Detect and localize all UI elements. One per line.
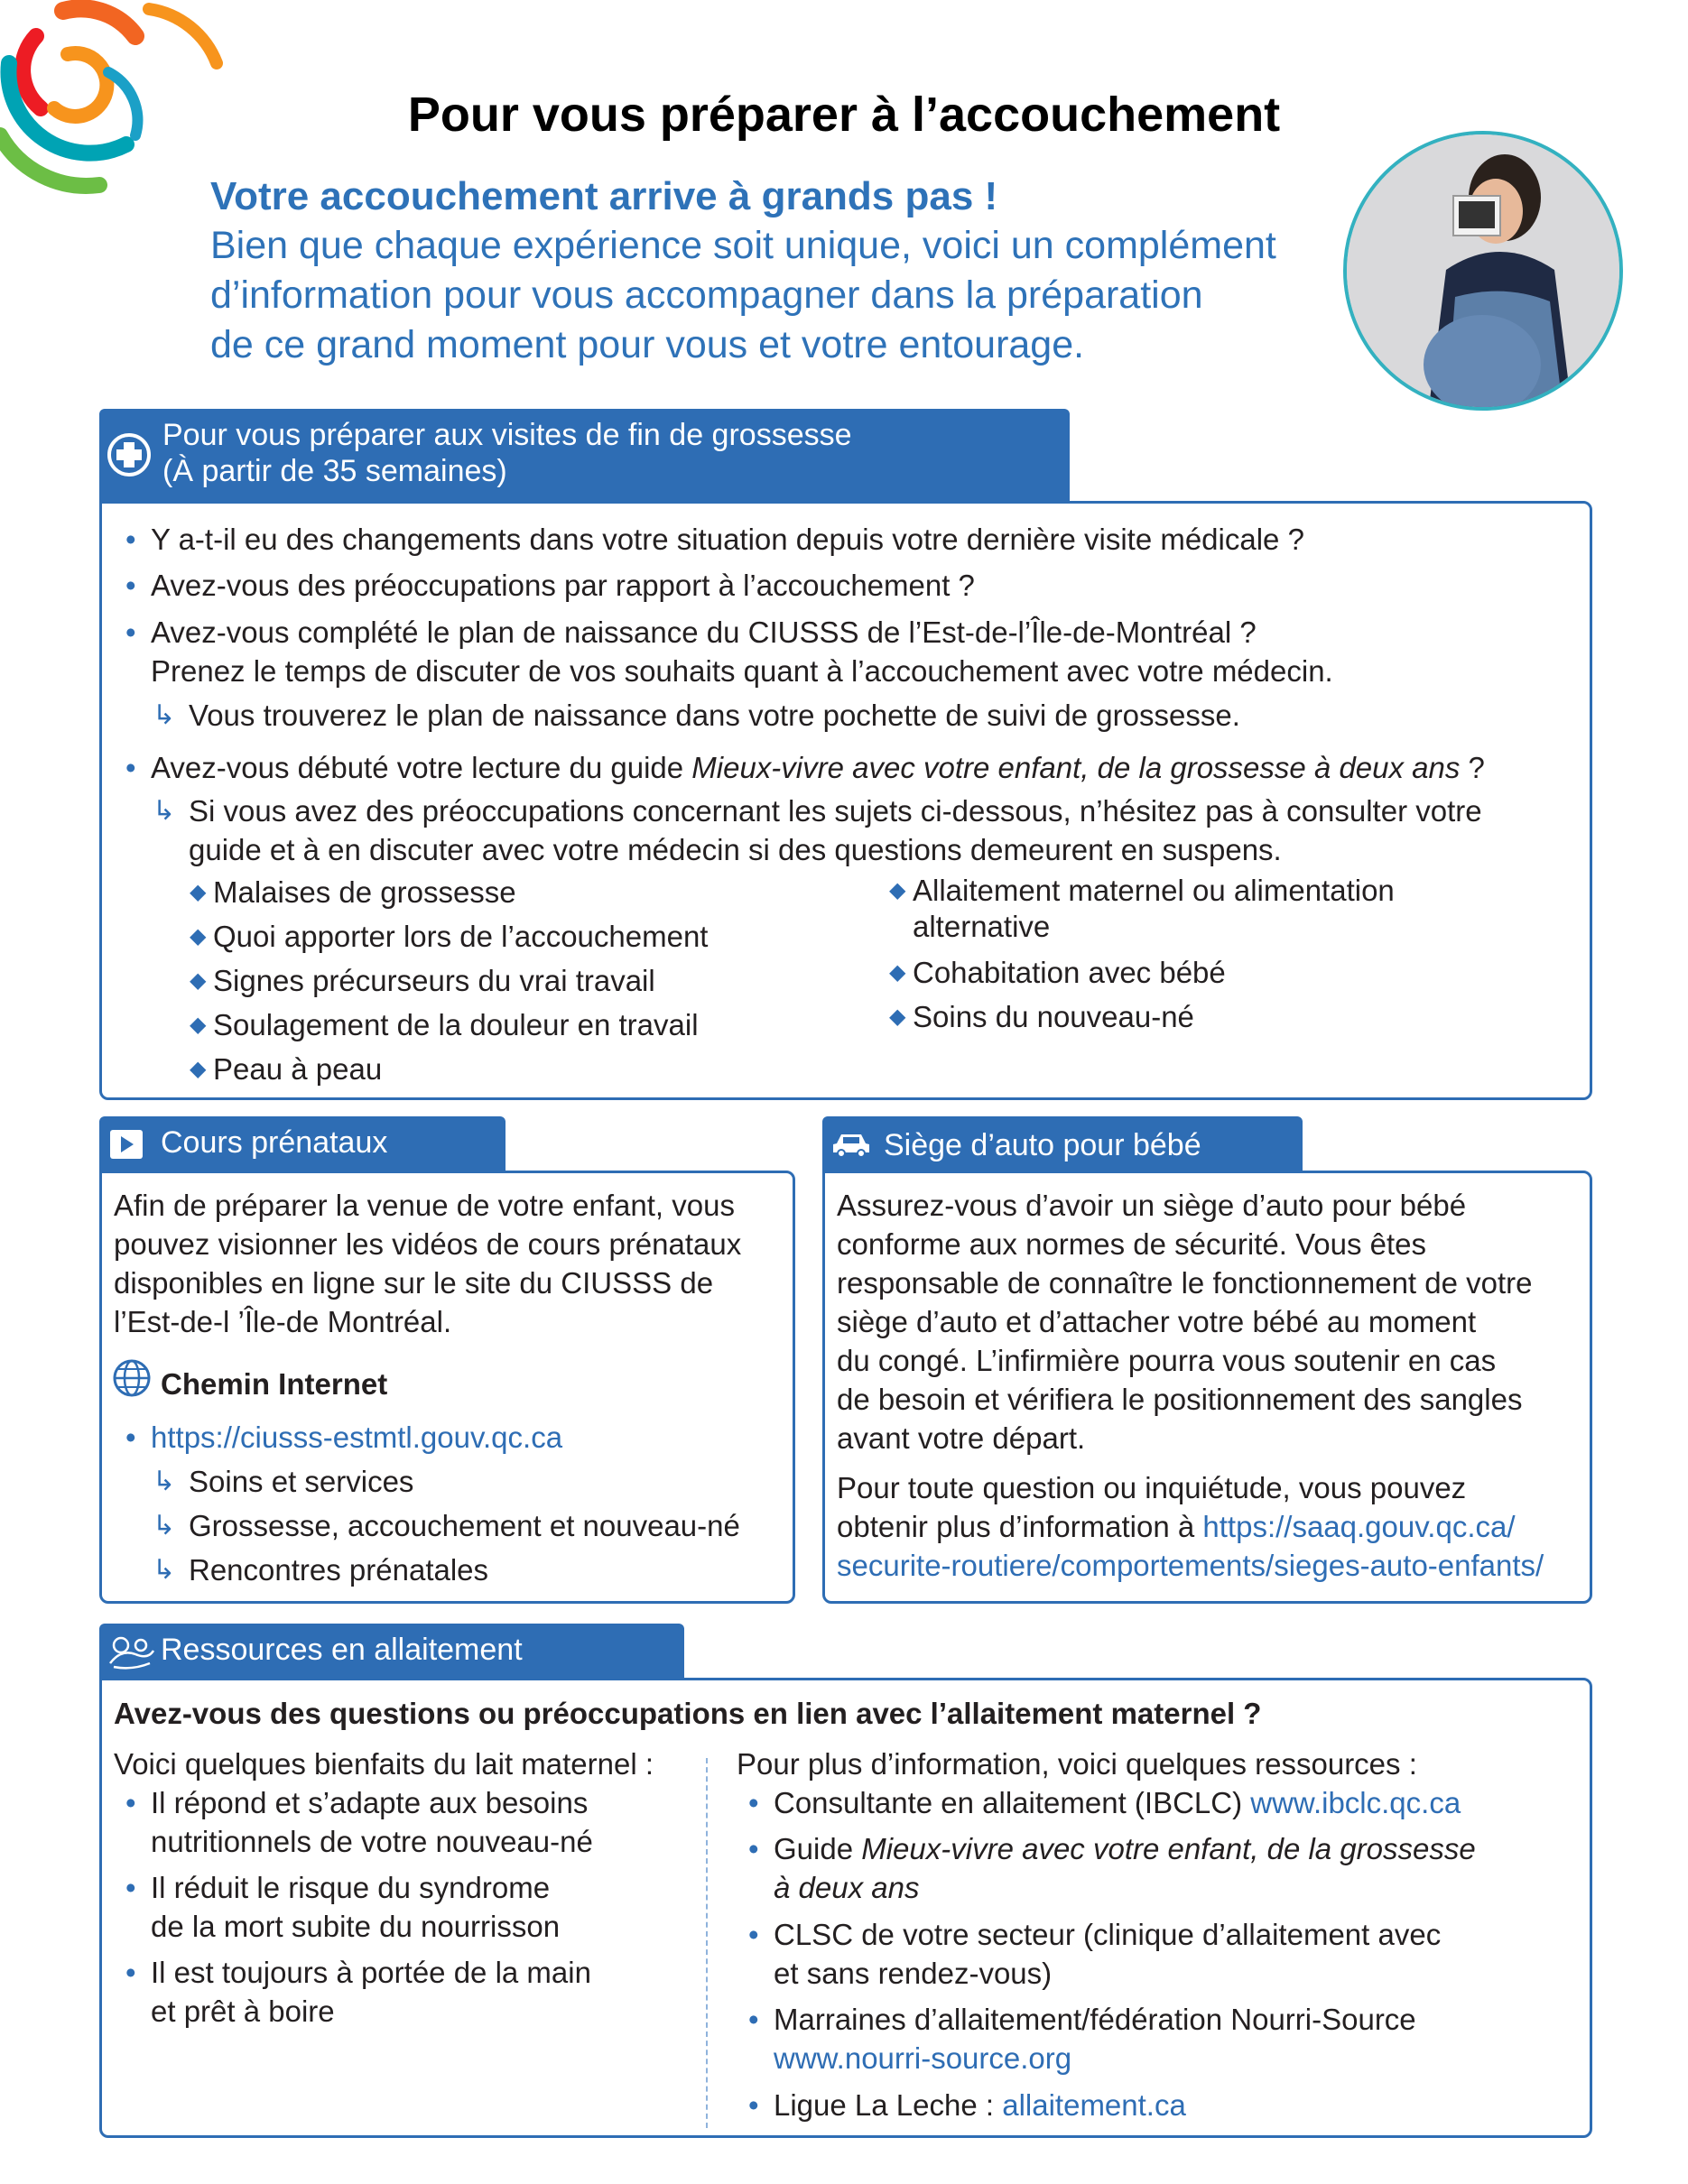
car-icon: [831, 1131, 871, 1158]
video-play-icon: [108, 1128, 144, 1161]
prenatal-tab: [99, 1116, 505, 1171]
allaitement-link[interactable]: allaitement.ca: [1002, 2088, 1186, 2122]
breastfeeding-title: Ressources en allaitement: [161, 1633, 523, 1667]
resource-item: • Guide Mieux-vivre avec votre enfant, de la grossesse à deux ans: [748, 1832, 1476, 1904]
benefit-item: • Il est toujours à portée de la main et prêt à boire: [125, 1956, 591, 2028]
saaq-link[interactable]: https://saaq.gouv.qc.ca/: [1202, 1510, 1516, 1543]
pregnant-woman-photo: [1343, 131, 1623, 411]
prenatal-url[interactable]: • https://ciusss-estmtl.gouv.qc.ca: [125, 1421, 563, 1454]
visits-tab: [99, 409, 1070, 501]
page-title: Pour vous préparer à l’accouchement: [407, 88, 1281, 142]
ibclc-link[interactable]: www.ibclc.qc.ca: [1250, 1786, 1461, 1819]
carseat-text: Assurez-vous d’avoir un siège d’auto pour bébé conforme aux normes de sécurité. Vous êtes responsable de connaître le fonctionnement de votre siège d’auto et d’attacher votre bébé au moment du congé. L’infirmière pourra vous soutenir en cas de besoin et vérifiera le positionnement des sangles avant votre départ.: [837, 1189, 1533, 1455]
column-divider: [706, 1758, 708, 2128]
carseat-question: Pour toute question ou inquiétude, vous pouvez obtenir plus d’information à https://saaq.gouv.qc.ca/ securite-routiere/comportements/sieges-auto-enfants/: [837, 1468, 1544, 1585]
visits-q3-arrow: ↳ Vous trouverez le plan de naissance dans votre pochette de suivi de grossesse.: [153, 699, 1240, 732]
benefit-item: • Il réduit le risque du syndrome de la mort subite du nourrisson: [125, 1871, 561, 1943]
topic-item: ◆ Soins du nouveau-né: [889, 1000, 1194, 1033]
visits-q1: • Y a-t-il eu des changements dans votre situation depuis votre dernière visite médicale ?: [125, 523, 1304, 556]
resource-item: • Consultante en allaitement (IBCLC) www.ibclc.qc.ca: [748, 1786, 1461, 1819]
topic-item: ◆ Signes précurseurs du vrai travail: [190, 964, 655, 997]
breastfeeding-question: Avez-vous des questions ou préoccupations en lien avec l’allaitement maternel ?: [114, 1697, 1262, 1730]
nourri-source-link[interactable]: www.nourri-source.org: [774, 2041, 1072, 2075]
carseat-title: Siège d’auto pour bébé: [884, 1128, 1201, 1162]
topic-item: ◆ Malaises de grossesse: [190, 875, 516, 909]
resource-item: • CLSC de votre secteur (clinique d’allaitement avec et sans rendez-vous): [748, 1918, 1442, 1990]
intro-line-3: de ce grand moment pour vous et votre entourage.: [210, 323, 1085, 366]
visits-title: Pour vous préparer aux visites de fin de grossesse: [162, 418, 852, 452]
globe-icon: [112, 1358, 152, 1398]
internet-path-title: Chemin Internet: [161, 1367, 388, 1401]
prenatal-title: Cours prénataux: [161, 1125, 388, 1160]
breastfeeding-icon: [105, 1633, 157, 1670]
visits-q4: • Avez-vous débuté votre lecture du guide Mieux-vivre avec votre enfant, de la grossesse à deux ans ?: [125, 751, 1485, 784]
topic-item: ◆ Peau à peau: [190, 1052, 383, 1086]
topic-item: ◆ Quoi apporter lors de l’accouchement: [190, 920, 709, 953]
intro: [210, 171, 1348, 370]
visits-q4-arrow: ↳ Si vous avez des préoccupations concernant les sujets ci-dessous, n’hésitez pas à consulter votre guide et à en discuter avec votre médecin si des questions demeurent en suspens.: [153, 794, 1482, 866]
ciusss-logo: [0, 0, 226, 194]
topic-item: ◆ Cohabitation avec bébé: [889, 956, 1226, 989]
benefit-item: • Il répond et s’adapte aux besoins nutritionnels de votre nouveau-né: [125, 1786, 593, 1858]
intro-line-1: Bien que chaque expérience soit unique, voici un complément: [210, 224, 1276, 267]
topic-item: ◆ Allaitement maternel ou alimentation alternative: [889, 874, 1395, 943]
resources-intro: Pour plus d’information, voici quelques ressources :: [737, 1747, 1417, 1781]
saaq-link-cont[interactable]: securite-routiere/comportements/sieges-auto-enfants/: [837, 1549, 1544, 1582]
visits-subtitle: (À partir de 35 semaines): [162, 454, 507, 488]
visits-q3: • Avez-vous complété le plan de naissance du CIUSSS de l’Est-de-l’Île-de-Montréal ? Prenez le temps de discuter de vos souhaits quant à l’accouchement avec votre médecin.: [125, 615, 1333, 688]
medical-cross-icon: [107, 432, 152, 477]
resource-item: • Ligue La Leche : allaitement.ca: [748, 2088, 1186, 2122]
topic-item: ◆ Soulagement de la douleur en travail: [190, 1008, 699, 1041]
path-step: ↳ Rencontres prénatales: [153, 1553, 489, 1587]
prenatal-text: Afin de préparer la venue de votre enfant, vous pouvez visionner les vidéos de cours prénataux disponibles en ligne sur le site du CIUSSS de l’Est-de-l ’Île-de Montréal.: [114, 1189, 742, 1338]
visits-q2: • Avez-vous des préoccupations par rapport à l’accouchement ?: [125, 569, 975, 602]
benefits-intro: Voici quelques bienfaits du lait maternel :: [114, 1747, 654, 1781]
intro-line-2: d’information pour vous accompagner dans la préparation: [210, 273, 1203, 317]
resource-item: • Marraines d’allaitement/fédération Nourri-Source www.nourri-source.org: [748, 2003, 1416, 2075]
carseat-tab: [822, 1116, 1303, 1171]
path-step: ↳ Grossesse, accouchement et nouveau-né: [153, 1509, 740, 1542]
breastfeeding-tab: [99, 1624, 684, 1678]
intro-lead: Votre accouchement arrive à grands pas !: [210, 174, 998, 218]
path-step: ↳ Soins et services: [153, 1465, 414, 1498]
